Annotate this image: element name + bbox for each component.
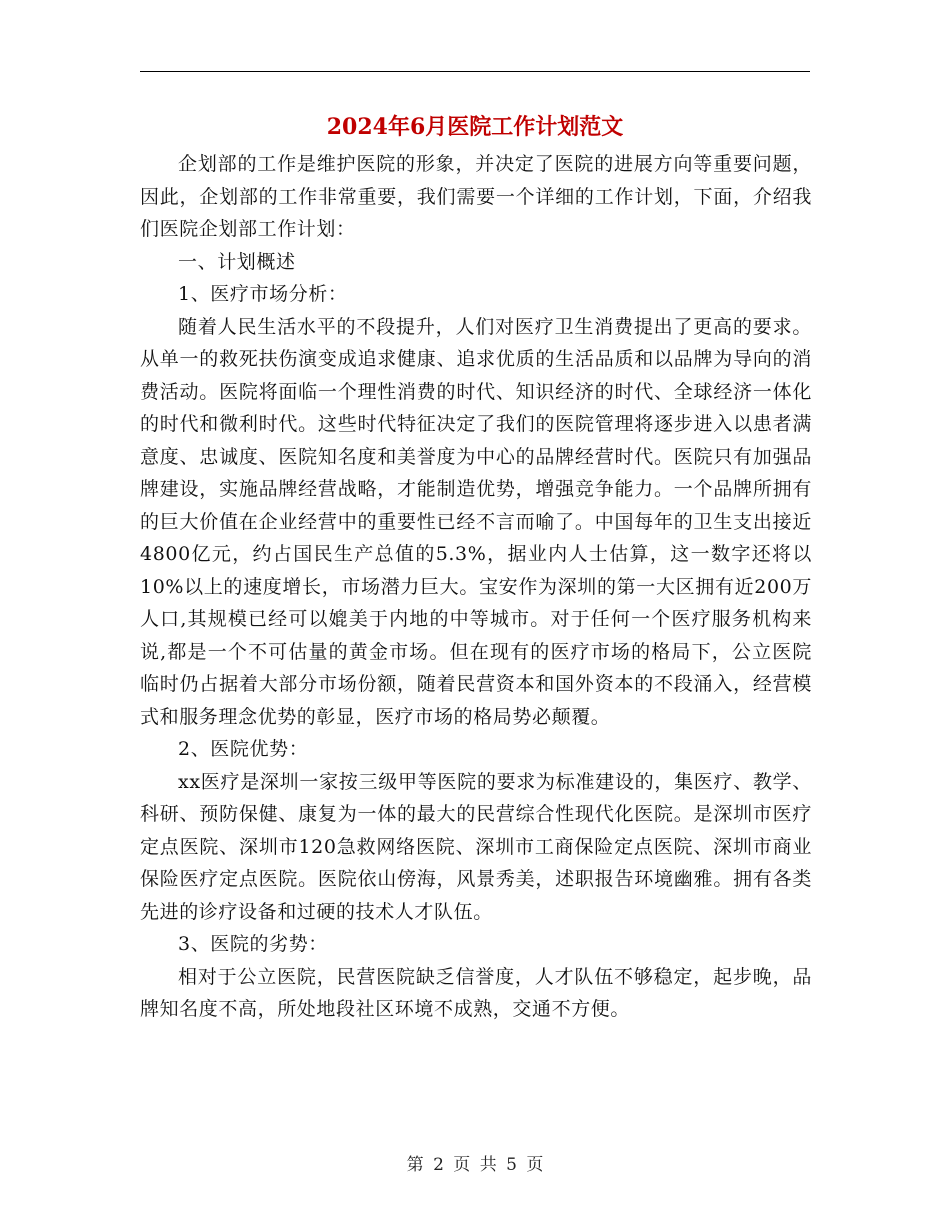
disadvantages-paragraph: 相对于公立医院，民营医院缺乏信誉度，人才队伍不够稳定，起步晚，品牌知名度不高，所处地段社区环境不成熟，交通不方便。 xyxy=(140,965,812,1020)
advantages-paragraph: xx医疗是深圳一家按三级甲等医院的要求为标准建设的，集医疗、教学、科研、预防保健、康复为一体的最大的民营综合性现代化医院。是深圳市医疗定点医院、深圳市120急救网络医院、深圳市工商保险定点医院、深圳市商业保险医疗定点医院。医院依山傍海，风景秀美，述职报告环境幽雅。拥有各类先进的诊疗设备和过硬的技术人才队伍。 xyxy=(140,770,812,923)
subheading-hospital-disadvantages: 3、医院的劣势： xyxy=(178,933,328,955)
market-analysis-paragraph: 随着人民生活水平的不段提升，人们对医疗卫生消费提出了更高的要求。从单一的救死扶伤演变成追求健康、追求优质的生活品质和以品牌为导向的消费活动。医院将面临一个理性消费的时代、知识经济的时代、全球经济一体化的时代和微利时代。这些时代特征决定了我们的医院管理将逐步进入以患者满意度、忠诚度、医院知名度和美誉度为中心的品牌经营时代。医院只有加强品牌建设，实施品牌经营战略，才能制造优势，增强竞争能力。一个品牌所拥有的巨大价值在企业经营中的重要性已经不言而喻了。中国每年的卫生支出接近4800亿元，约占国民生产总值的5.3%，据业内人士估算，这一数字还将以10%以上的速度增长，市场潜力巨大。宝安作为深圳的第一大区拥有近200万人口,其规模已经可以媲美于内地的中等城市。对于任何一个医疗服务机构来说,都是一个不可估量的黄金市场。但在现有的医疗市场的格局下，公立医院临时仍占据着大部分市场份额，随着民营资本和国外资本的不段涌入，经营模式和服务理念优势的彰显，医疗市场的格局势必颠覆。 xyxy=(140,315,812,728)
intro-paragraph: 企划部的工作是维护医院的形象，并决定了医院的进展方向等重要问题，因此，企划部的工作非常重要，我们需要一个详细的工作计划，下面，介绍我们医院企划部工作计划： xyxy=(140,153,812,240)
subheading-hospital-advantages: 2、医院优势： xyxy=(178,738,309,760)
section-heading-plan-overview: 一、计划概述 xyxy=(178,250,296,273)
document-title: 2024年6月医院工作计划范文 xyxy=(326,114,624,140)
page-number-footer: 第 2 页 共 5 页 xyxy=(406,1155,544,1175)
subheading-market-analysis: 1、医疗市场分析： xyxy=(178,283,348,305)
header-rule xyxy=(140,71,810,72)
document-body xyxy=(140,148,812,1026)
